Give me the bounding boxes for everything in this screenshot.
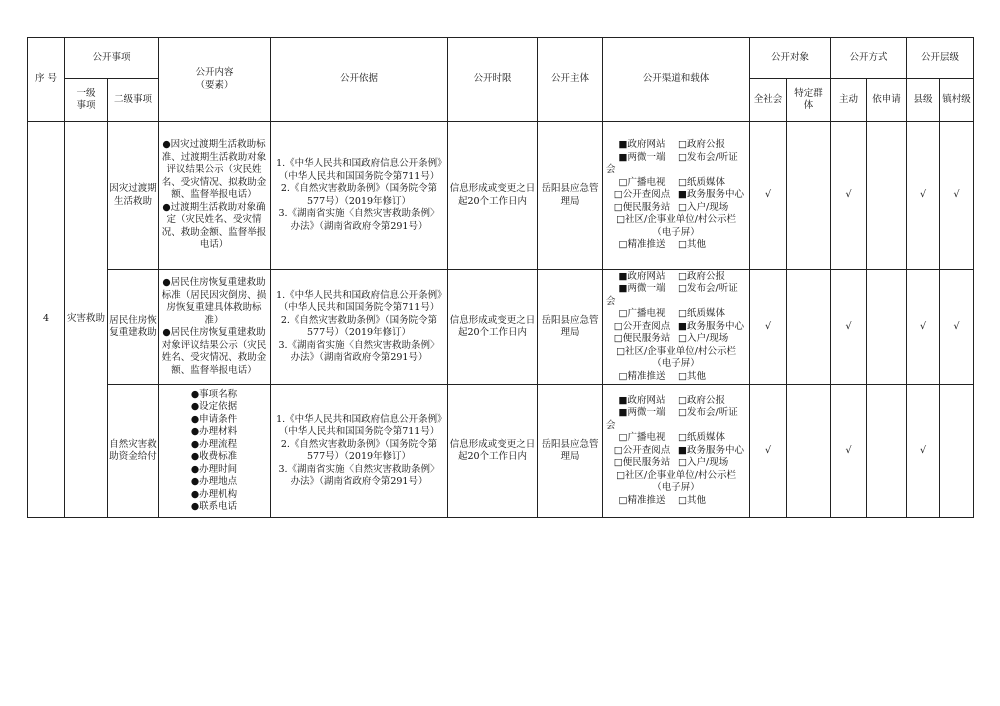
channel-option: □便民服务站 [613, 457, 671, 469]
header-target-group: 特定群 体 [787, 79, 831, 122]
channel-cell [603, 270, 750, 385]
header-content: 公开内容 （要素） [159, 38, 271, 122]
channel-option: □广播电视 [618, 432, 666, 444]
header-row-1 [28, 38, 974, 79]
header-subject: 公开主体 [538, 38, 603, 122]
channel-option: □政府公报 [678, 270, 725, 282]
header-level-town: 镇村级 [940, 79, 974, 122]
target-all-check: √ [750, 270, 787, 385]
header-basis: 公开依据 [271, 38, 448, 122]
subject-cell: 岳阳县应急管理局 [538, 270, 603, 385]
header-channel: 公开渠道和载体 [603, 38, 750, 122]
target-group-check [787, 122, 831, 270]
channel-option: □发布会/听证 [678, 283, 738, 295]
channel-option: □社区/企事业单位/村公示栏 （电子屏） [616, 214, 736, 238]
header-method-apply: 依申请 [867, 79, 907, 122]
subject-cell: 岳阳县应急管理局 [538, 122, 603, 270]
target-all-check: √ [750, 122, 787, 270]
time-limit-cell: 信息形成或变更之日起20个工作日内 [448, 122, 538, 270]
channel-option: □纸质媒体 [678, 308, 725, 320]
channel-option: □便民服务站 [613, 201, 671, 213]
header-level: 公开层级 [907, 38, 974, 79]
level-town-check [940, 385, 974, 518]
table-row [28, 122, 974, 270]
content-cell: ●居民住房恢复重建救助标准（居民因灾倒房、损房恢复重建具体救助标准） ●居民住房恢复重建救助对象评议结果公示（灾民姓名、受灾情况、救助金额、监督举报电话） [159, 270, 271, 385]
time-limit-cell: 信息形成或变更之日起20个工作日内 [448, 385, 538, 518]
channel-option: 会 [606, 295, 616, 307]
level-county-check: √ [907, 122, 940, 270]
subject-cell: 岳阳县应急管理局 [538, 385, 603, 518]
method-apply-check [867, 385, 907, 518]
channel-option: ■政务服务中心 [678, 444, 744, 456]
channel-option: □其他 [678, 370, 706, 382]
channel-option: □广播电视 [618, 308, 666, 320]
level2-item: 居民住房恢复重建救助 [108, 270, 159, 385]
channel-option: 会 [606, 164, 616, 176]
channel-option: □便民服务站 [613, 333, 671, 345]
method-apply-check [867, 122, 907, 270]
channel-option: □社区/企事业单位/村公示栏 （电子屏） [616, 345, 736, 370]
level2-item: 自然灾害救助资金给付 [108, 385, 159, 518]
table-row [28, 270, 974, 385]
level1-item: 灾害救助 [65, 122, 108, 518]
header-target: 公开对象 [750, 38, 831, 79]
channel-option: ■政务服务中心 [678, 320, 744, 332]
channel-option: ■两微一端 [618, 151, 666, 163]
channel-option: □公开查阅点 [613, 444, 671, 456]
header-matters: 公开事项 [65, 38, 159, 79]
level-town-check: √ [940, 270, 974, 385]
basis-cell: 1.《中华人民共和国政府信息公开条例》（中华人民共和国国务院令第711号） 2.《自然灾害救助条例》（国务院令第577号）（2019年修订） 3.《湖南省实施〈自然灾害救助条例〉办法》（湖南省政府令第291号） [271, 270, 448, 385]
content-cell: ●事项名称 ●设定依据 ●申请条件 ●办理材料 ●办理流程 ●收费标准 ●办理时间 ●办理地点 ●办理机构 ●联系电话 [159, 385, 271, 518]
disclosure-table [27, 37, 974, 518]
header-method-active: 主动 [831, 79, 867, 122]
channel-option: □纸质媒体 [678, 432, 725, 444]
target-group-check [787, 385, 831, 518]
channel-option: □发布会/听证 [678, 151, 738, 163]
channel-cell [603, 385, 750, 518]
target-group-check [787, 270, 831, 385]
channel-option: □发布会/听证 [678, 407, 738, 419]
header-seq: 序 号 [28, 38, 65, 122]
channel-option: □精准推送 [618, 494, 666, 506]
channel-option: □公开查阅点 [613, 189, 671, 201]
content-cell: ●因灾过渡期生活救助标准、过渡期生活救助对象评议结果公示（灾民姓名、受灾情况、拟救助金额、监督举报电话） ●过渡期生活救助对象确定（灾民姓名、受灾情况、救助金额、监督举报电话） [159, 122, 271, 270]
channel-option: □公开查阅点 [613, 320, 671, 332]
channel-option: □入户/现场 [678, 201, 729, 213]
header-level-county: 县级 [907, 79, 940, 122]
channel-option: ■政府网站 [618, 394, 666, 406]
method-active-check: √ [831, 122, 867, 270]
channel-option: ■政府网站 [618, 139, 666, 151]
channel-option: □精准推送 [618, 239, 666, 251]
channel-option: □社区/企事业单位/村公示栏 （电子屏） [616, 469, 736, 494]
level2-item: 因灾过渡期生活救助 [108, 122, 159, 270]
channel-option: □政府公报 [678, 139, 725, 151]
method-active-check: √ [831, 270, 867, 385]
level-county-check: √ [907, 385, 940, 518]
seq-number: 4 [28, 122, 65, 518]
level-county-check: √ [907, 270, 940, 385]
channel-option: □其他 [678, 239, 706, 251]
method-apply-check [867, 270, 907, 385]
channel-cell [603, 122, 750, 270]
time-limit-cell: 信息形成或变更之日起20个工作日内 [448, 270, 538, 385]
level-town-check: √ [940, 122, 974, 270]
channel-option: □广播电视 [618, 176, 666, 188]
channel-option: ■政务服务中心 [678, 189, 744, 201]
channel-option: ■政府网站 [618, 270, 666, 282]
header-level1: 一级 事项 [65, 79, 108, 122]
basis-cell: 1.《中华人民共和国政府信息公开条例》（中华人民共和国国务院令第711号） 2.《自然灾害救助条例》（国务院令第577号）（2019年修订） 3.《湖南省实施〈自然灾害救助条例〉办法》（湖南省政府令第291号） [271, 122, 448, 270]
channel-option: □入户/现场 [678, 333, 729, 345]
table-row [28, 385, 974, 518]
header-level2: 二级事项 [108, 79, 159, 122]
channel-option: ■两微一端 [618, 283, 666, 295]
channel-option: 会 [606, 419, 616, 431]
channel-option: ■两微一端 [618, 407, 666, 419]
channel-option: □其他 [678, 494, 706, 506]
channel-option: □精准推送 [618, 370, 666, 382]
channel-option: □政府公报 [678, 394, 725, 406]
target-all-check: √ [750, 385, 787, 518]
header-method: 公开方式 [831, 38, 907, 79]
basis-cell: 1.《中华人民共和国政府信息公开条例》（中华人民共和国国务院令第711号） 2.《自然灾害救助条例》（国务院令第577号）（2019年修订） 3.《湖南省实施〈自然灾害救助条例〉办法》（湖南省政府令第291号） [271, 385, 448, 518]
method-active-check: √ [831, 385, 867, 518]
channel-option: □纸质媒体 [678, 176, 725, 188]
header-target-all: 全社会 [750, 79, 787, 122]
channel-option: □入户/现场 [678, 457, 729, 469]
header-time-limit: 公开时限 [448, 38, 538, 122]
